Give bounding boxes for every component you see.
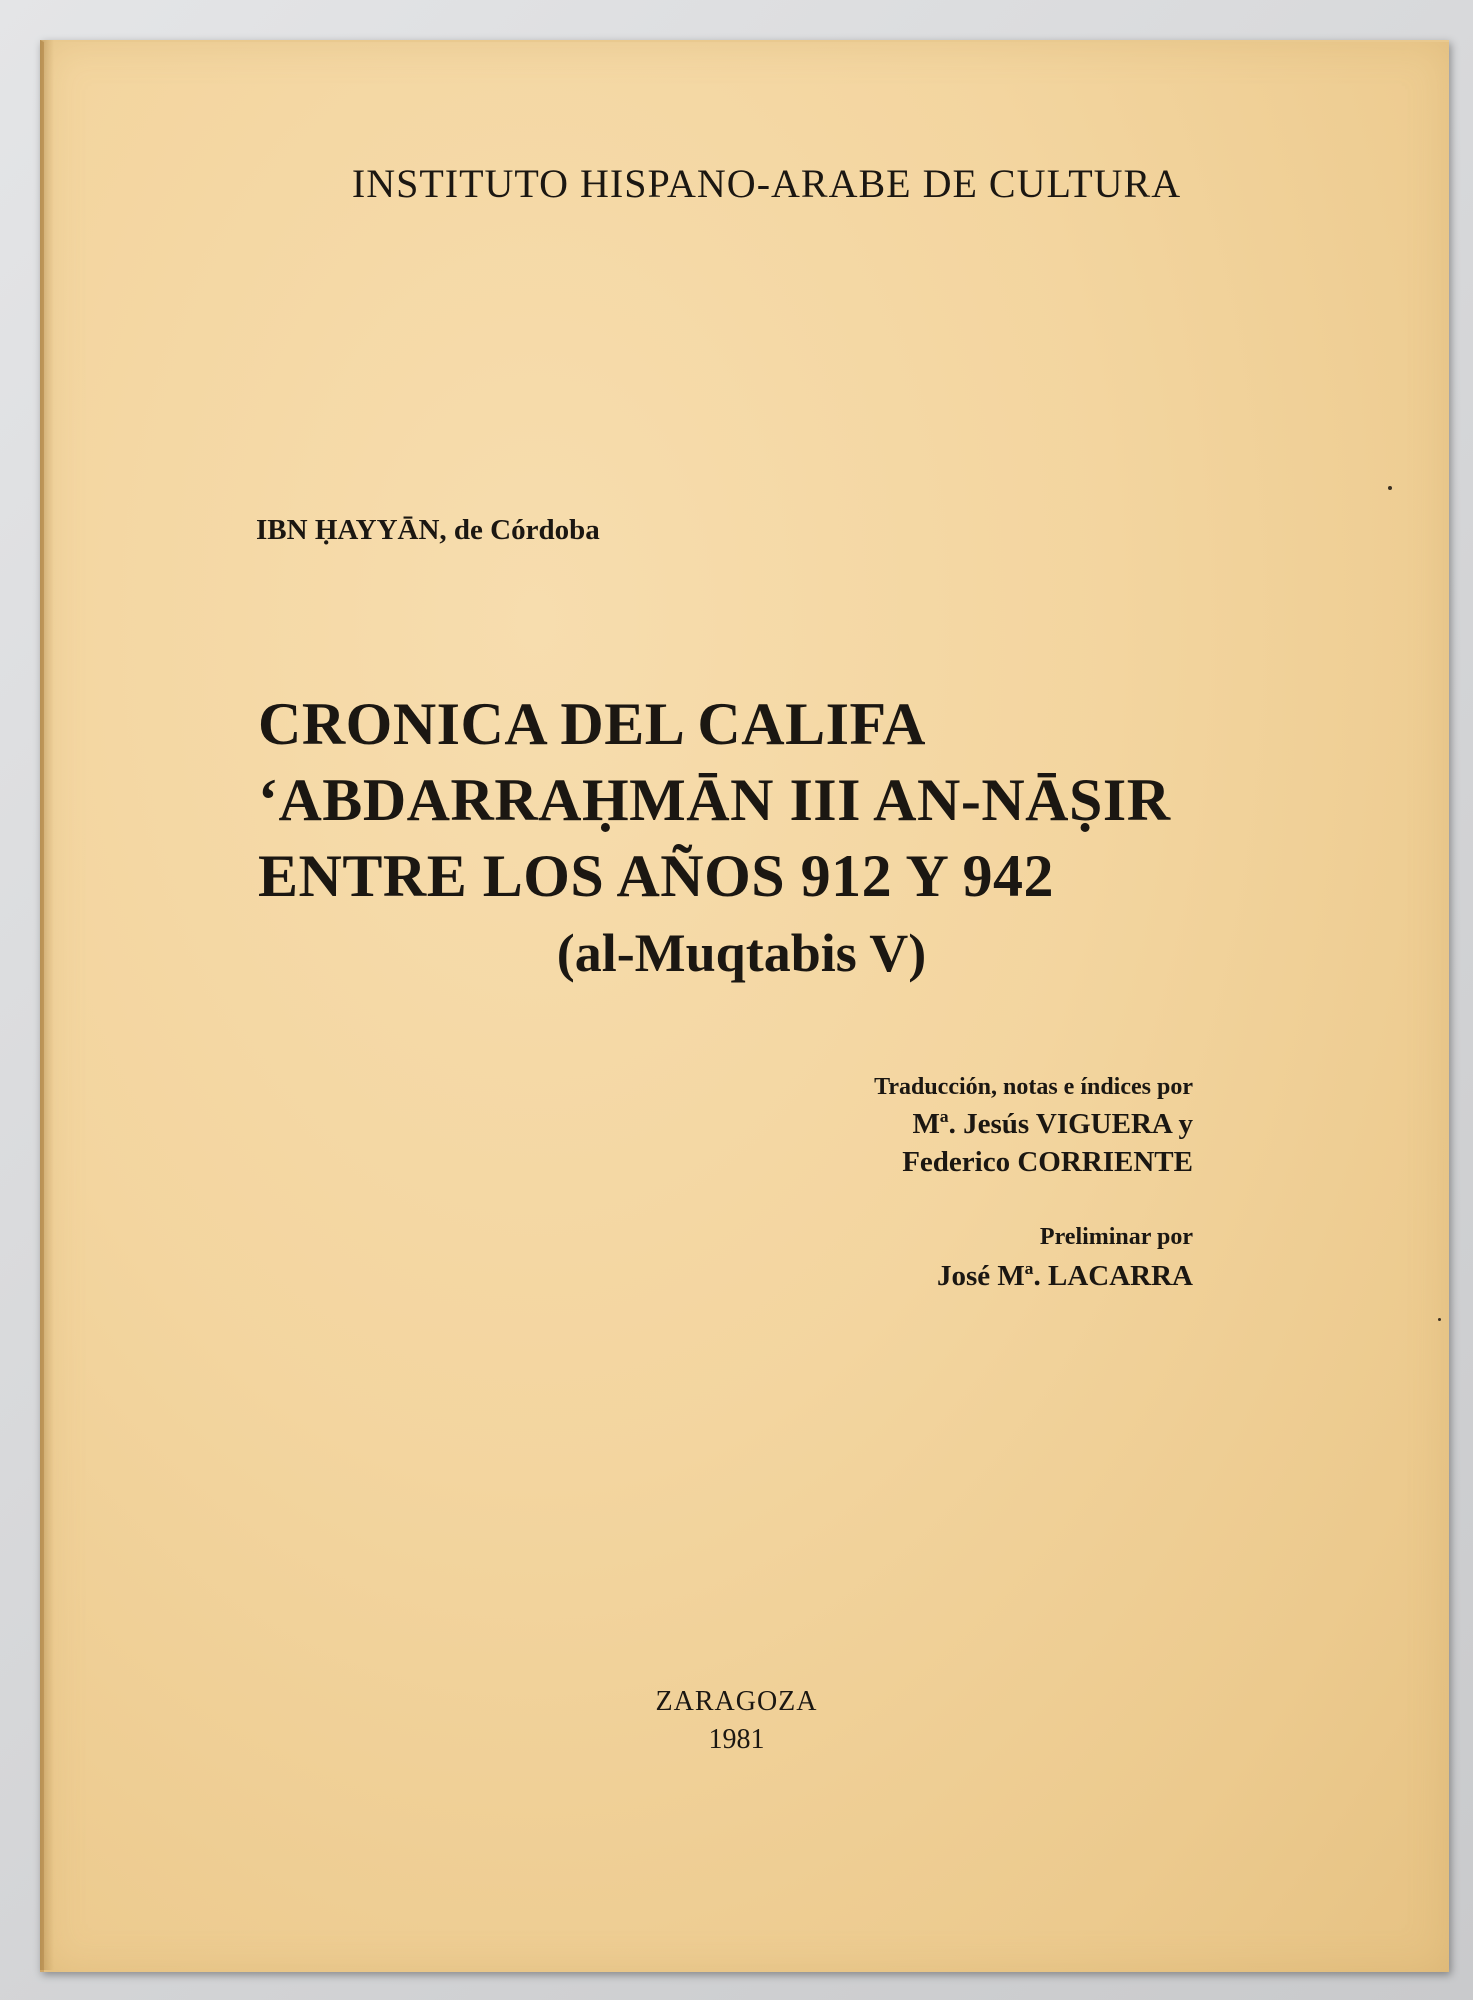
title-line-1: CRONICA DEL CALIFA <box>258 691 926 757</box>
preliminary-author: José Mª. LACARRA <box>937 1260 1193 1292</box>
title-line-2: ‘ABDARRAḤMĀN III AN-NĀṢIR <box>258 767 1171 833</box>
book-cover <box>40 40 1449 1972</box>
translator-2: Federico CORRIENTE <box>902 1146 1193 1178</box>
publication-place: ZARAGOZA <box>655 1686 818 1717</box>
paper-speck <box>1438 1318 1441 1321</box>
translation-label: Traducción, notas e índices por <box>874 1074 1193 1100</box>
subtitle: (al-Muqtabis V) <box>556 923 927 983</box>
title-line-3: ENTRE LOS AÑOS 912 Y 942 <box>258 843 1055 909</box>
author-name: IBN ḤAYYĀN, de Córdoba <box>256 514 600 546</box>
paper-speck <box>1388 486 1392 490</box>
preliminary-label: Preliminar por <box>1039 1224 1193 1250</box>
translator-1: Mª. Jesús VIGUERA y <box>912 1108 1193 1140</box>
publication-year: 1981 <box>708 1724 765 1755</box>
institute-name: INSTITUTO HISPANO-ARABE DE CULTURA <box>351 161 1182 206</box>
spine-shadow <box>40 40 54 1970</box>
